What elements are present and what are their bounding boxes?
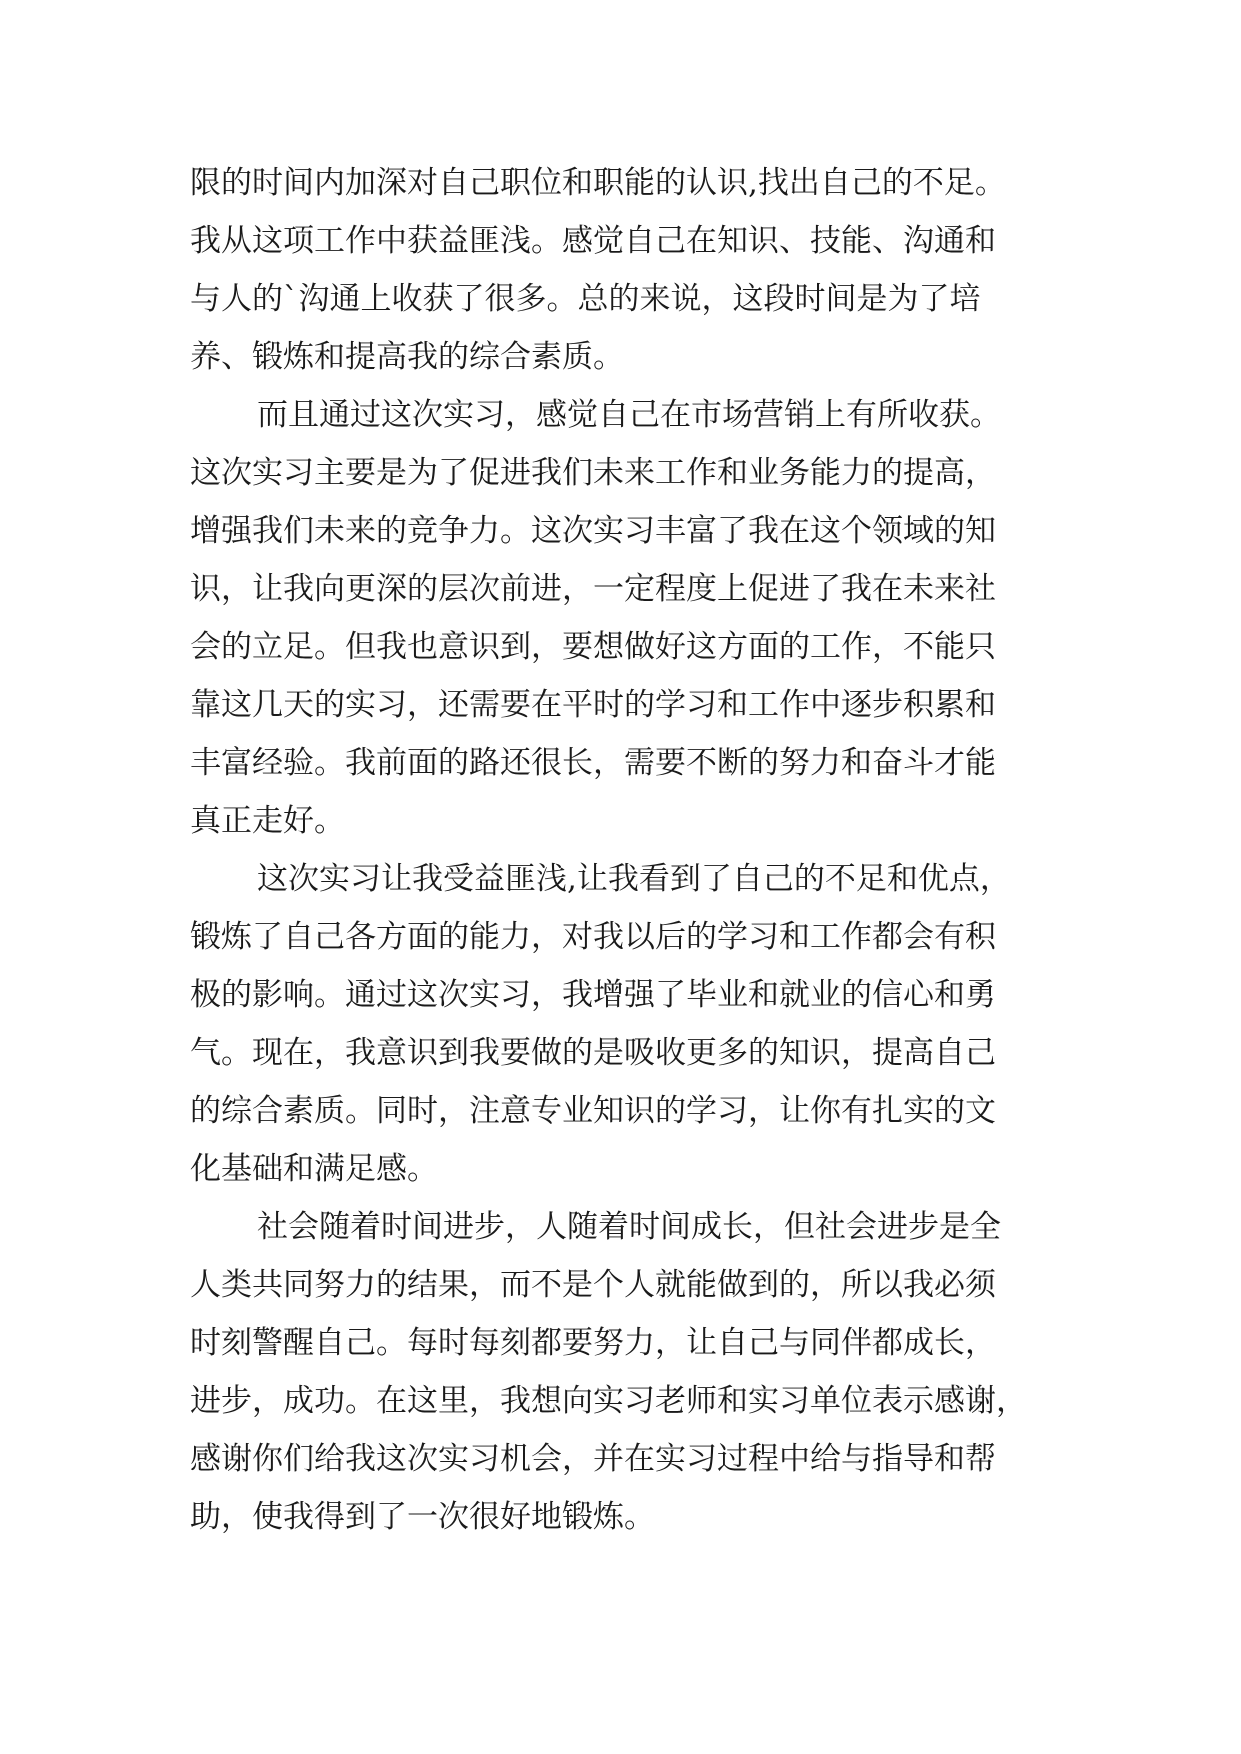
paragraph-first-line: 而且通过这次实习，感觉自己在市场营销上有所收获。: [257, 397, 1001, 433]
paragraph-line: 助，使我得到了一次很好地锻炼。: [190, 1499, 655, 1535]
paragraph-first-line: 社会随着时间进步，人随着时间成长，但社会进步是全: [257, 1209, 1001, 1245]
paragraph-line: 这次实习主要是为了促进我们未来工作和业务能力的提高，: [190, 455, 996, 491]
paragraph-line: 我从这项工作中获益匪浅。感觉自己在知识、技能、沟通和: [190, 223, 996, 259]
paragraph-line: 化基础和满足感。: [190, 1151, 438, 1187]
paragraph-line: 真正走好。: [190, 803, 345, 839]
paragraph-first-line: 这次实习让我受益匪浅,让我看到了自己的不足和优点，: [257, 861, 1011, 897]
paragraph-line: 与人的`沟通上收获了很多。总的来说，这段时间是为了培: [190, 281, 981, 317]
paragraph-line: 识，让我向更深的层次前进，一定程度上促进了我在未来社: [190, 571, 996, 607]
paragraph-line: 极的影响。通过这次实习，我增强了毕业和就业的信心和勇: [190, 977, 996, 1013]
paragraph-line: 限的时间内加深对自己职位和职能的认识,找出自己的不足。: [190, 165, 1006, 201]
paragraph-line: 进步，成功。在这里，我想向实习老师和实习单位表示感谢，: [190, 1383, 1027, 1419]
paragraph-line: 人类共同努力的结果，而不是个人就能做到的，所以我必须: [190, 1267, 996, 1303]
paragraph-line: 养、锻炼和提高我的综合素质。: [190, 339, 624, 375]
paragraph-line: 气。现在，我意识到我要做的是吸收更多的知识，提高自己: [190, 1035, 996, 1071]
paragraph-line: 增强我们未来的竞争力。这次实习丰富了我在这个领域的知: [190, 513, 996, 549]
paragraph-line: 感谢你们给我这次实习机会，并在实习过程中给与指导和帮: [190, 1441, 996, 1477]
paragraph-line: 的综合素质。同时，注意专业知识的学习，让你有扎实的文: [190, 1093, 996, 1129]
paragraph-line: 会的立足。但我也意识到，要想做好这方面的工作，不能只: [190, 629, 996, 665]
paragraph-line: 锻炼了自己各方面的能力，对我以后的学习和工作都会有积: [190, 919, 996, 955]
paragraph-line: 时刻警醒自己。每时每刻都要努力，让自己与同伴都成长，: [190, 1325, 996, 1361]
paragraph-line: 靠这几天的实习，还需要在平时的学习和工作中逐步积累和: [190, 687, 996, 723]
paragraph-line: 丰富经验。我前面的路还很长，需要不断的努力和奋斗才能: [190, 745, 996, 781]
